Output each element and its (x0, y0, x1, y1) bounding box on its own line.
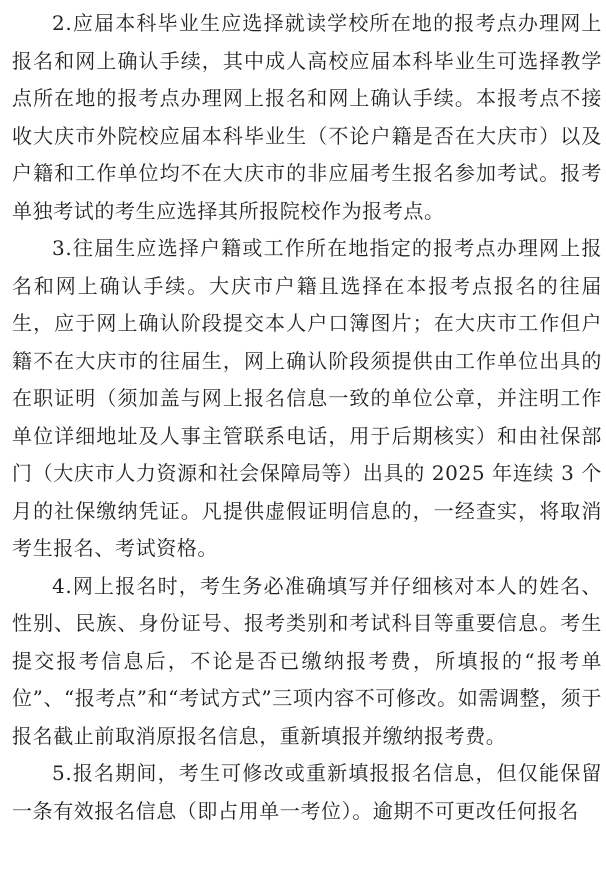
paragraph-item-4: 4.网上报名时，考生务必准确填写并仔细核对本人的姓名、性别、民族、身份证号、报考类别和考试科目等重要信息。考生提交报考信息后，不论是否已缴纳报考费，所填报的“报考单位”、“报考点”和“考试方式”三项内容不可修改。如需调整，须于报名截止前取消原报名信息，重新填报并缴纳报考费。 (12, 573, 602, 748)
paragraph-item-2: 2.应届本科毕业生应选择就读学校所在地的报考点办理网上报名和网上确认手续，其中成人高校应届本科毕业生可选择教学点所在地的报考点办理网上报名和网上确认手续。本报考点不接收大庆市外院校应届本科毕业生（不论户籍是否在大庆市）以及户籍和工作单位均不在大庆市的非应届考生报名参加考试。报考单独考试的考生应选择其所报院校作为报考点。 (12, 11, 602, 223)
paragraph-item-5: 5.报名期间，考生可修改或重新填报报名信息，但仅能保留一条有效报名信息（即占用单一考位）。逾期不可更改任何报名 (12, 761, 602, 823)
paragraph-item-3: 3.往届生应选择户籍或工作所在地指定的报考点办理网上报名和网上确认手续。大庆市户籍且选择在本报考点报名的往届生，应于网上确认阶段提交本人户口簿图片；在大庆市工作但户籍不在大庆市的往届生，网上确认阶段须提供由工作单位出具的在职证明（须加盖与网上报名信息一致的单位公章，并注明工作单位详细地址及人事主管联系电话，用于后期核实）和由社保部门（大庆市人力资源和社会保障局等）出具的 2025 年连续 3 个月的社保缴纳凭证。凡提供虚假证明信息的，一经查实，将取消考生报名、考试资格。 (12, 236, 602, 560)
